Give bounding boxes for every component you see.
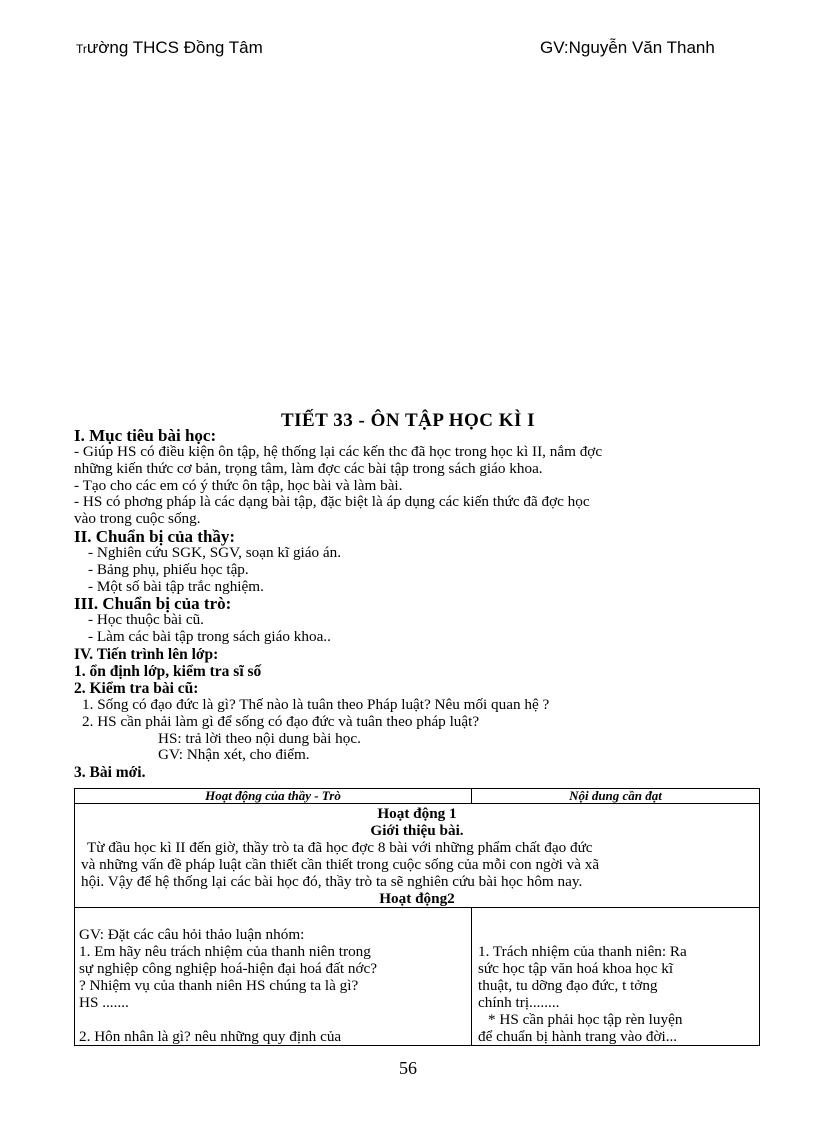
page-number: 56 bbox=[399, 1058, 417, 1078]
activity2-right-line: 1. Trách nhiệm của thanh niên: Ra bbox=[478, 943, 687, 960]
header-school bbox=[76, 38, 263, 58]
section4-heading: IV. Tiến trình lên lớp: bbox=[74, 645, 219, 663]
activity1-row bbox=[75, 804, 760, 908]
review-response: GV: Nhận xét, cho điểm. bbox=[158, 746, 310, 764]
activity2-right-line: sức học tập văn hoá khoa học kĩ bbox=[478, 960, 674, 977]
activity2-right-cell bbox=[472, 908, 760, 1046]
activity2-right-line: thuật, tu dỡng đạo đức, t tởng bbox=[478, 977, 658, 994]
activity2-row bbox=[75, 908, 760, 1046]
header-school-prefix: Tr bbox=[76, 42, 87, 56]
activity1-text: hội. Vậy để hệ thống lại các bài học đó, thầy trò ta sẽ nghiên cứu bài học hôm nay. bbox=[81, 873, 583, 890]
activity2-right-line: * HS cần phải học tập rèn luyện bbox=[488, 1011, 683, 1028]
section4-sub3: 3. Bài mới. bbox=[74, 764, 146, 782]
section1-line: - Tạo cho các em có ý thức ôn tập, học bài và làm bài. bbox=[74, 476, 403, 494]
section3-heading: III. Chuẩn bị của trò: bbox=[74, 594, 232, 614]
activity1-cell bbox=[75, 804, 760, 908]
section1-line: - HS có phơng pháp là các dạng bài tập, đặc biệt là áp dụng các kiến thức đã đợc học bbox=[74, 493, 590, 511]
lesson-title: TIẾT 33 - ÔN TẬP HỌC KÌ I bbox=[280, 410, 536, 431]
activity1-text: và những vấn đề pháp luật cần thiết cần thiết trong cuộc sống của mỗi con ngời và xã bbox=[81, 856, 600, 873]
activity2-left-line: sự nghiệp công nghiệp hoá-hiện đại hoá đất nớc? bbox=[79, 960, 377, 977]
col-teacher-student-header: Hoạt động của thầy - Trò bbox=[75, 789, 472, 804]
lesson-content bbox=[74, 427, 754, 781]
activity2-left-cell bbox=[75, 908, 472, 1046]
section4-sub2: 2. Kiểm tra bài cũ: bbox=[74, 679, 199, 697]
activity2-title: Hoạt động2 bbox=[379, 890, 455, 907]
section4-sub1: 1. ổn định lớp, kiểm tra sĩ số bbox=[74, 662, 262, 680]
activity2-left-line: GV: Đặt các câu hỏi thảo luận nhóm: bbox=[79, 926, 305, 943]
section1-line: - Giúp HS có điều kiện ôn tập, hệ thống lại các kến thc đã học trong học kì II, nắm đợc bbox=[74, 443, 603, 460]
section1-line: vào trong cuộc sống. bbox=[74, 510, 201, 528]
review-question: 1. Sống có đạo đức là gì? Thế nào là tuân theo Pháp luật? Nêu mối quan hệ ? bbox=[82, 695, 550, 713]
activity2-left-line: ? Nhiệm vụ của thanh niên HS chúng ta là gì? bbox=[79, 977, 359, 994]
activity1-subtitle: Giới thiệu bài. bbox=[370, 822, 464, 839]
section3-line: - Làm các bài tập trong sách giáo khoa.. bbox=[88, 628, 331, 646]
review-question: 2. HS cần phải làm gì để sống có đạo đức và tuân theo pháp luật? bbox=[82, 712, 480, 730]
section1-heading: I. Mục tiêu bài học: bbox=[74, 426, 217, 445]
activity2-right-line: để chuẩn bị hành trang vào đời... bbox=[478, 1028, 678, 1045]
header-school-rest: ường THCS Đồng Tâm bbox=[86, 38, 263, 57]
section2-line: - Nghiên cứu SGK, SGV, soạn kĩ giáo án. bbox=[88, 543, 342, 561]
section2-heading: II. Chuẩn bị của thầy: bbox=[74, 526, 236, 546]
activity2-left-line: HS ....... bbox=[79, 994, 129, 1011]
activity2-right-line: chính trị........ bbox=[478, 994, 560, 1011]
section3-line: - Học thuộc bài cũ. bbox=[88, 611, 204, 629]
activity1-title: Hoạt động 1 bbox=[377, 805, 457, 822]
table-header-row bbox=[75, 789, 760, 804]
activity2-right-line bbox=[478, 926, 755, 943]
activity2-left-line: 2. Hôn nhân là gì? nêu những quy định của bbox=[79, 1028, 342, 1045]
section1-line: những kiến thức cơ bản, trọng tâm, làm đợc các bài tập trong sách giáo khoa. bbox=[74, 459, 543, 477]
header-teacher: GV:Nguyễn Văn Thanh bbox=[540, 38, 715, 57]
activity2-left-line: 1. Em hãy nêu trách nhiệm của thanh niên trong bbox=[79, 943, 371, 960]
section2-line: - Bảng phụ, phiếu học tập. bbox=[88, 560, 249, 578]
col-content-header: Nội dung cần đạt bbox=[472, 789, 760, 804]
activity-table bbox=[74, 788, 760, 1046]
activity1-text: Từ đầu học kì II đến giờ, thầy trò ta đã học đợc 8 bài với những phẩm chất đạo đức bbox=[87, 839, 593, 856]
activity2-left-line bbox=[79, 1011, 467, 1028]
section2-line: - Một số bài tập trắc nghiệm. bbox=[88, 577, 264, 595]
review-response: HS: trả lời theo nội dung bài học. bbox=[158, 729, 361, 747]
